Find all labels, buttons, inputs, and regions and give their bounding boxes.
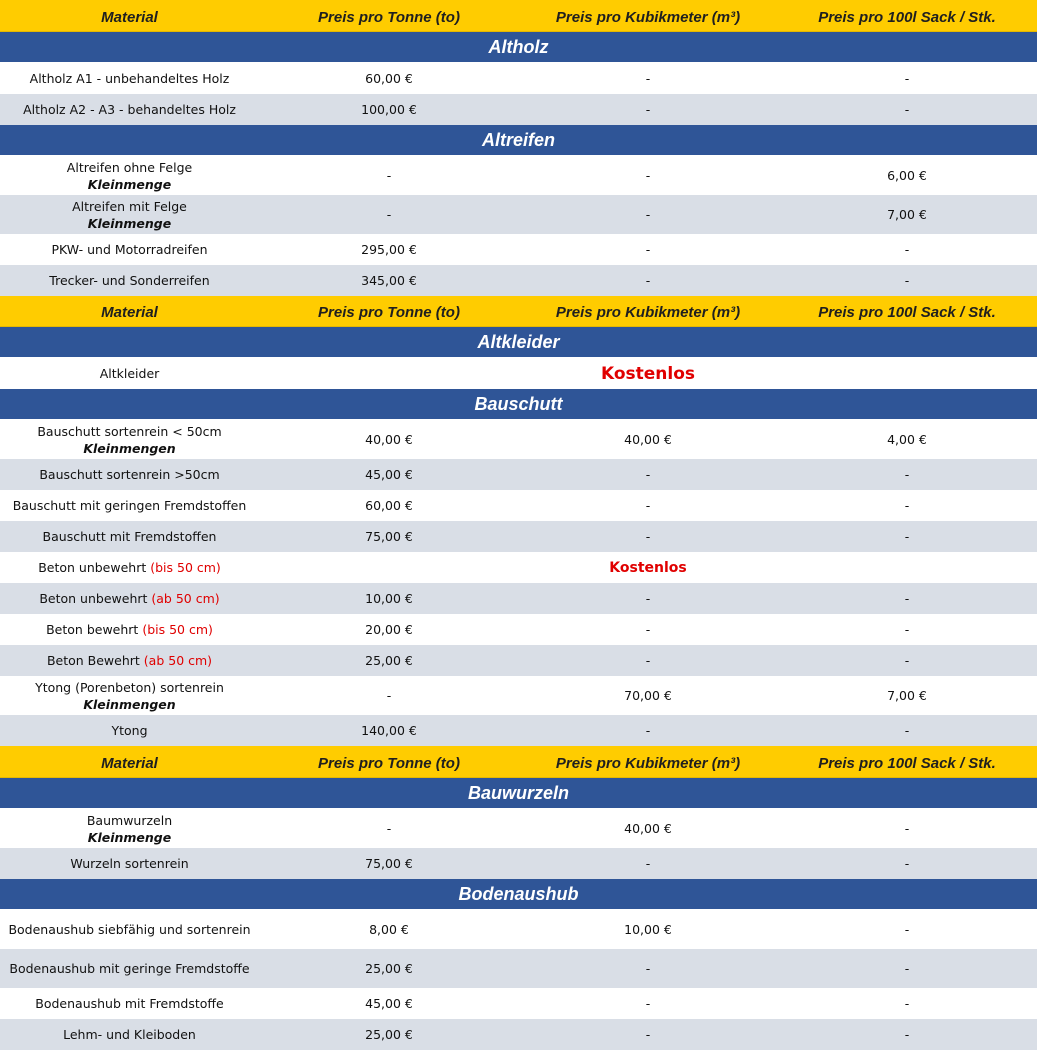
price-m3: - [645, 207, 651, 222]
header-row [0, 746, 1037, 778]
price-m3: - [645, 467, 651, 482]
header-price-sack: Preis pro 100l Sack / Stk. [818, 754, 996, 772]
table-row [0, 552, 1037, 583]
price-sack: - [904, 856, 910, 871]
material-name-text: Altreifen ohne Felge [66, 159, 193, 175]
price-m3: - [645, 102, 651, 117]
price-ton: 100,00 € [361, 102, 417, 117]
material-name: Bauschutt mit Fremdstoffen [42, 529, 217, 544]
table-row [0, 848, 1037, 879]
price-ton: - [386, 688, 392, 703]
section-title-altreifen: Altreifen [481, 129, 555, 150]
section-title-bauwurzeln: Bauwurzeln [467, 782, 569, 803]
material-name: Wurzeln sortenrein [70, 856, 189, 871]
price-m3: - [645, 591, 651, 606]
price-m3: - [645, 1027, 651, 1042]
material-name: Bodenaushub mit Fremdstoffe [35, 996, 224, 1011]
size-note: (ab 50 cm) [143, 653, 213, 668]
material-name [0, 645, 259, 676]
material-name: Bodenaushub mit geringe Fremdstoffe [9, 961, 250, 976]
material-name [0, 156, 259, 195]
price-ton: - [386, 821, 392, 836]
price-ton: 40,00 € [365, 432, 413, 447]
price-ton: 25,00 € [365, 653, 413, 668]
price-sack: - [904, 242, 910, 257]
material-name [0, 552, 259, 583]
price-m3: - [645, 996, 651, 1011]
price-sack: 4,00 € [887, 432, 927, 447]
free-label: Kostenlos [600, 363, 696, 384]
material-name [0, 420, 259, 459]
header-price-sack: Preis pro 100l Sack / Stk. [818, 304, 996, 321]
material-name: Altholz A1 - unbehandeltes Holz [29, 71, 230, 86]
table-row [0, 809, 1037, 848]
material-qualifier: Kleinmenge [87, 176, 172, 192]
price-m3: - [645, 71, 651, 86]
material-name: Altholz A2 - A3 - behandeltes Holz [23, 102, 236, 117]
section-header [0, 778, 1037, 809]
price-m3: - [645, 242, 651, 257]
price-ton: 10,00 € [365, 591, 413, 606]
price-ton: 45,00 € [365, 467, 413, 482]
header-price-ton: Preis pro Tonne (to) [318, 754, 460, 772]
price-sack: - [904, 723, 910, 738]
price-m3: 10,00 € [624, 922, 672, 937]
price-sack: - [904, 102, 910, 117]
table-row [0, 614, 1037, 645]
material-name: Lehm- und Kleiboden [63, 1027, 196, 1042]
table-row [0, 583, 1037, 614]
material-name-text: Altreifen mit Felge [72, 198, 187, 214]
material-qualifier: Kleinmengen [83, 440, 176, 456]
header-price-m3: Preis pro Kubikmeter (m³) [555, 8, 741, 26]
header-price-sack: Preis pro 100l Sack / Stk. [818, 8, 996, 26]
table-row [0, 645, 1037, 676]
material-name-text: Baumwurzeln [86, 812, 173, 828]
price-ton: 25,00 € [365, 961, 413, 976]
header-price-ton: Preis pro Tonne (to) [318, 8, 460, 26]
section-title-bodenaushub: Bodenaushub [458, 883, 579, 904]
price-sack: 7,00 € [887, 207, 927, 222]
material-name: Ytong [111, 723, 148, 738]
price-sack: - [904, 961, 910, 976]
price-m3: - [645, 529, 651, 544]
table-row [0, 676, 1037, 715]
header-price-m3: Preis pro Kubikmeter (m³) [555, 304, 741, 321]
material-name [0, 195, 259, 234]
free-label: Kostenlos [609, 559, 687, 576]
material-name-text: Ytong (Porenbeton) sortenrein [35, 679, 224, 695]
price-ton: 75,00 € [365, 856, 413, 871]
price-ton: 75,00 € [365, 529, 413, 544]
material-name: Bauschutt mit geringen Fremdstoffen [12, 498, 247, 513]
price-sack: - [904, 467, 910, 482]
material-name-text: Beton Bewehrt [46, 653, 140, 668]
section-title-altkleider: Altkleider [477, 331, 560, 352]
price-m3: - [645, 498, 651, 513]
material-qualifier: Kleinmengen [83, 696, 176, 712]
price-sack: - [904, 498, 910, 513]
material-name [0, 614, 259, 645]
price-sack: - [904, 821, 910, 836]
size-note: (bis 50 cm) [142, 622, 213, 637]
section-header [0, 879, 1037, 910]
material-name: Bodenaushub siebfähig und sortenrein [8, 922, 251, 937]
size-note: (ab 50 cm) [151, 591, 220, 606]
price-ton: 60,00 € [365, 498, 413, 513]
section-title-bauschutt: Bauschutt [474, 393, 563, 414]
price-sack: 7,00 € [887, 688, 927, 703]
price-m3: 40,00 € [624, 821, 672, 836]
header-row [0, 0, 1037, 32]
price-ton: 20,00 € [365, 622, 413, 637]
table-row [0, 234, 1037, 265]
section-header [0, 327, 1037, 358]
section-header [0, 389, 1037, 420]
price-ton: 295,00 € [361, 242, 417, 257]
header-material: Material [101, 304, 158, 321]
table-row [0, 94, 1037, 125]
table-row [0, 358, 1037, 389]
material-name-text: Beton unbewehrt [39, 591, 148, 606]
price-ton: 60,00 € [365, 71, 413, 86]
table-row [0, 63, 1037, 94]
price-m3: - [645, 723, 651, 738]
price-sack: - [904, 529, 910, 544]
price-m3: - [645, 856, 651, 871]
material-name [0, 583, 259, 614]
section-header [0, 32, 1037, 63]
header-price-m3: Preis pro Kubikmeter (m³) [555, 754, 741, 772]
price-ton: 45,00 € [365, 996, 413, 1011]
table-row [0, 195, 1037, 234]
table-row [0, 265, 1037, 296]
header-price-ton: Preis pro Tonne (to) [318, 304, 460, 321]
price-ton: 345,00 € [361, 273, 417, 288]
table-row [0, 156, 1037, 195]
material-name: Trecker- und Sonderreifen [49, 273, 210, 288]
header-material: Material [101, 8, 158, 26]
material-name [0, 676, 259, 715]
header-material: Material [101, 754, 158, 772]
material-name-text: Beton unbewehrt [38, 560, 147, 575]
price-ton: 8,00 € [369, 922, 409, 937]
table-row [0, 1019, 1037, 1050]
table-row [0, 715, 1037, 746]
section-header [0, 125, 1037, 156]
price-sack: - [904, 653, 910, 668]
price-ton: - [386, 168, 392, 183]
material-name: Bauschutt sortenrein >50cm [39, 467, 220, 482]
price-ton: - [386, 207, 392, 222]
price-sack: - [904, 1027, 910, 1042]
price-sack: - [904, 622, 910, 637]
header-row [0, 296, 1037, 327]
material-name: PKW- und Motorradreifen [51, 242, 208, 257]
price-m3: 70,00 € [624, 688, 672, 703]
size-note: (bis 50 cm) [150, 560, 221, 575]
price-sack: - [904, 591, 910, 606]
table-row [0, 949, 1037, 988]
material-name-text: Beton bewehrt [46, 622, 139, 637]
price-m3: - [645, 961, 651, 976]
material-name [0, 809, 259, 848]
price-m3: - [645, 273, 651, 288]
price-sack: 6,00 € [887, 168, 927, 183]
table-row [0, 988, 1037, 1019]
price-ton: 140,00 € [361, 723, 417, 738]
price-sack: - [904, 922, 910, 937]
price-sack: - [904, 273, 910, 288]
section-title-altholz: Altholz [488, 36, 549, 57]
material-qualifier: Kleinmenge [87, 215, 172, 231]
material-qualifier: Kleinmenge [87, 829, 172, 845]
price-m3: - [645, 653, 651, 668]
table-row [0, 521, 1037, 552]
table-row [0, 490, 1037, 521]
table-row [0, 420, 1037, 459]
table-row [0, 910, 1037, 949]
table-row [0, 459, 1037, 490]
material-name: Altkleider [99, 366, 160, 381]
price-sack: - [904, 71, 910, 86]
price-m3: 40,00 € [624, 432, 672, 447]
price-ton: 25,00 € [365, 1027, 413, 1042]
price-sack: - [904, 996, 910, 1011]
material-name-text: Bauschutt sortenrein < 50cm [37, 423, 222, 439]
price-m3: - [645, 622, 651, 637]
price-m3: - [645, 168, 651, 183]
